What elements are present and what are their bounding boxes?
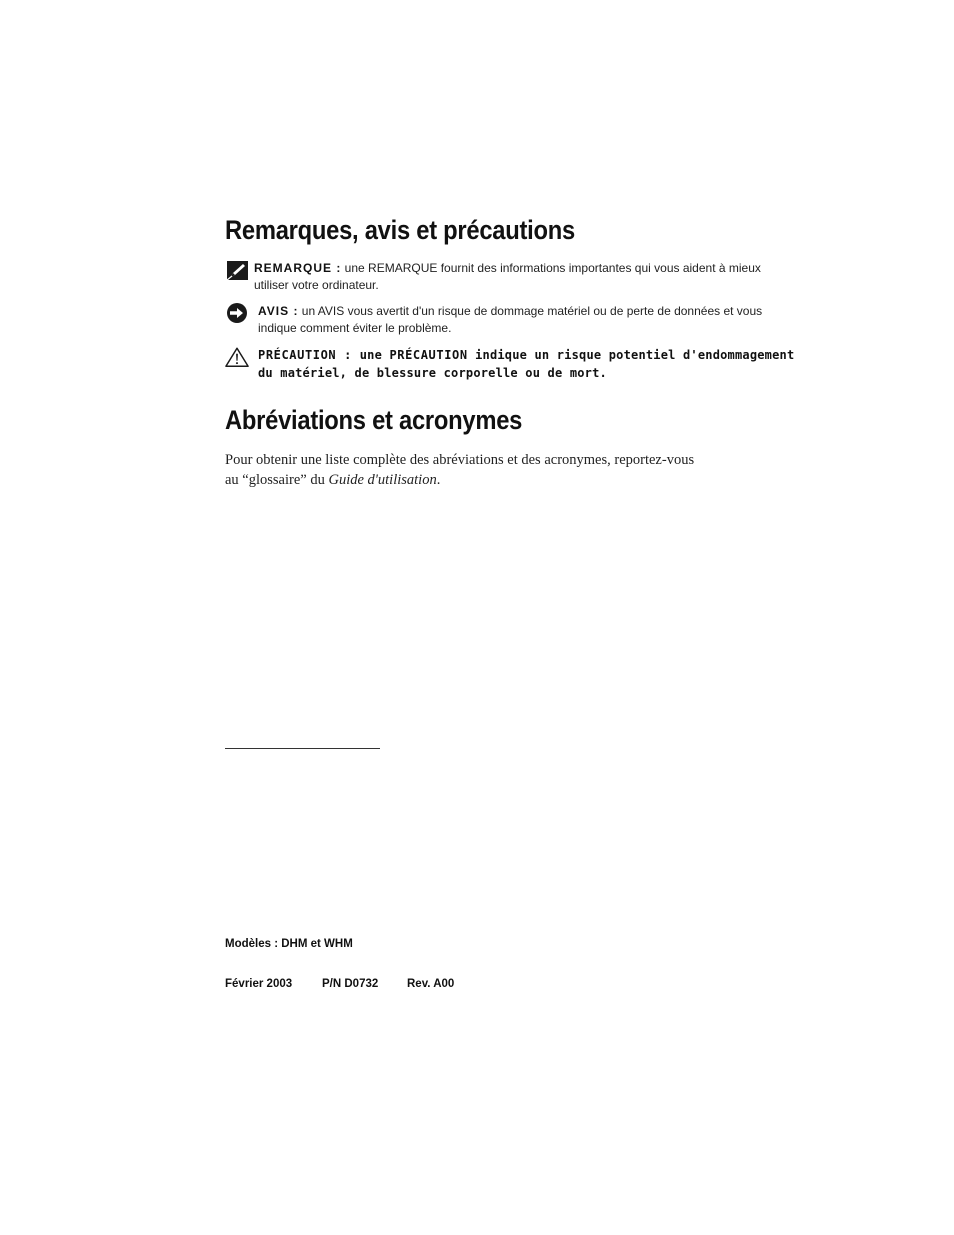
precaution-text-a: une xyxy=(359,348,390,362)
warning-triangle-icon xyxy=(225,346,249,368)
abbreviations-line2-b: . xyxy=(436,472,441,488)
precaution-text xyxy=(258,346,818,382)
publication-date: Février 2003 xyxy=(225,978,293,990)
section-title-abbreviations: Abréviations et acronymes xyxy=(225,405,523,435)
avis-text xyxy=(258,303,818,337)
precaution-text-line2: du matériel, de blessure corporelle ou de mort. xyxy=(258,366,607,380)
avis-text-line2: indique comment éviter le problème. xyxy=(258,321,452,335)
remarque-label: REMARQUE : xyxy=(254,261,342,275)
precaution-text-c: indique un risque potentiel d'endommagement xyxy=(467,348,795,362)
pencil-note-icon xyxy=(225,260,249,282)
abbreviations-line2-a: au “glossaire” du xyxy=(225,472,329,488)
avis-text-line1: un AVIS vous avertit d'un risque de dommage matériel ou de perte de données et vous xyxy=(298,304,763,318)
precaution-note xyxy=(225,346,815,384)
precaution-keyword: PRÉCAUTION xyxy=(389,348,468,362)
precaution-label: PRÉCAUTION : xyxy=(258,348,360,362)
remarque-text-line2: utiliser votre ordinateur. xyxy=(254,278,379,292)
remarque-note xyxy=(225,260,815,296)
avis-note xyxy=(225,303,815,339)
abbreviations-line1: Pour obtenir une liste complète des abréviations et des acronymes, reportez-vous xyxy=(225,452,695,468)
section-title-notes: Remarques, avis et précautions xyxy=(225,215,575,245)
publication-info xyxy=(225,978,454,990)
models-line: Modèles : DHM et WHM xyxy=(225,938,353,950)
footer-rule xyxy=(225,748,380,749)
remarque-text xyxy=(254,260,814,294)
avis-label: AVIS : xyxy=(258,304,299,318)
revision: Rev. A00 xyxy=(407,978,455,990)
remarque-text-line1: une REMARQUE fournit des informations importantes qui vous aident à mieux xyxy=(341,261,761,275)
user-guide-title: Guide d'utilisation xyxy=(328,472,437,488)
abbreviations-paragraph xyxy=(225,450,765,490)
part-number: P/N D0732 xyxy=(322,978,379,990)
arrow-circle-icon xyxy=(225,303,249,325)
